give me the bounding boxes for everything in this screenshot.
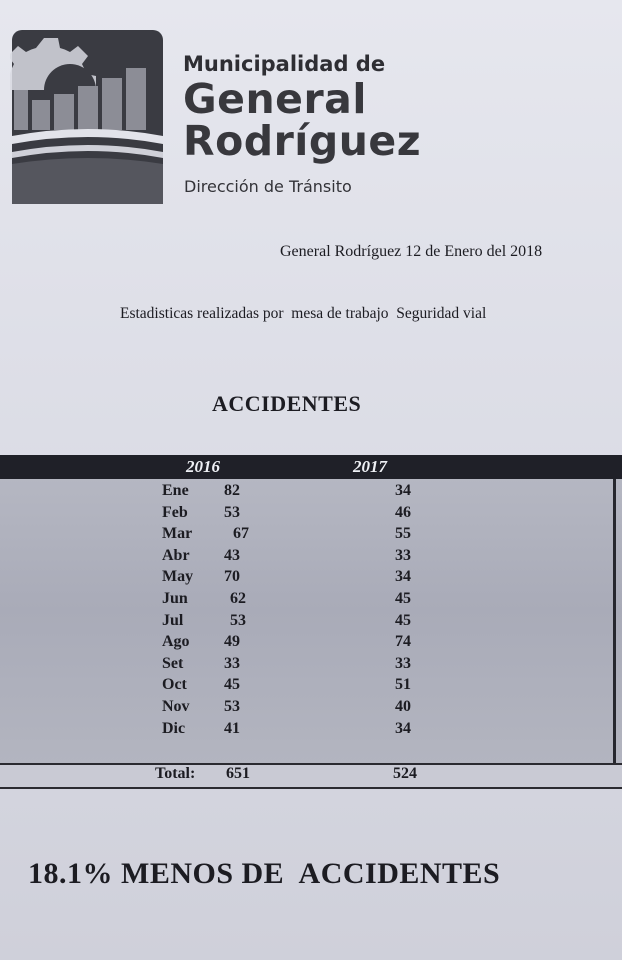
value-2016-cell: 33 (224, 654, 240, 672)
value-2016-cell: 53 (230, 611, 246, 629)
value-2016-cell: 45 (224, 676, 240, 694)
table-row (0, 655, 622, 677)
conclusion-text: 18.1% MENOS DE ACCIDENTES (28, 857, 501, 890)
total-2017: 524 (393, 765, 417, 782)
month-cell: Mar (162, 525, 193, 543)
value-2016-cell: 53 (224, 697, 240, 715)
table-header (0, 455, 622, 479)
table-row (0, 504, 622, 526)
municipality-logo (10, 28, 165, 206)
value-2017-cell: 55 (395, 525, 411, 543)
department: Dirección de Tránsito (184, 177, 352, 196)
value-2016-cell: 43 (224, 546, 240, 564)
month-cell: Feb (162, 503, 188, 521)
value-2017-cell: 33 (395, 654, 411, 672)
value-2017-cell: 33 (395, 546, 411, 564)
value-2017-cell: 74 (395, 633, 411, 651)
value-2016-cell: 70 (224, 568, 240, 586)
value-2016-cell: 67 (233, 525, 249, 543)
month-cell: Oct (162, 676, 187, 694)
date-line: General Rodríguez 12 de Enero del 2018 (280, 243, 543, 260)
table-row (0, 676, 622, 698)
stats-line: Estadisticas realizadas por mesa de trabajo Seguridad vial (120, 305, 487, 322)
value-2016-cell: 49 (224, 633, 240, 651)
value-2016-cell: 82 (224, 482, 240, 499)
month-cell: May (162, 568, 194, 586)
table-row (0, 633, 622, 655)
accident-table-body (0, 482, 622, 741)
table-row (0, 720, 622, 742)
value-2017-cell: 34 (395, 719, 411, 737)
total-row-background (0, 765, 622, 787)
column-header-2016: 2016 (186, 457, 220, 476)
value-2017-cell: 46 (395, 503, 411, 521)
table-row (0, 547, 622, 569)
month-cell: Abr (162, 546, 190, 564)
org-prefix: Municipalidad de (183, 52, 386, 76)
table-row (0, 698, 622, 720)
value-2017-cell: 34 (395, 482, 411, 499)
org-name-line2: Rodríguez (183, 117, 422, 165)
value-2017-cell: 40 (395, 697, 411, 715)
month-cell: Ene (162, 482, 189, 499)
table-row (0, 612, 622, 634)
value-2017-cell: 45 (395, 589, 411, 607)
table-row (0, 568, 622, 590)
value-2016-cell: 41 (224, 719, 240, 737)
table-row (0, 590, 622, 612)
total-label: Total: (155, 765, 196, 782)
value-2017-cell: 34 (395, 568, 411, 586)
total-2016: 651 (226, 765, 250, 782)
total-rule-bottom (0, 787, 622, 789)
month-cell: Jun (162, 589, 188, 607)
column-header-2017: 2017 (353, 457, 387, 476)
month-cell: Dic (162, 719, 186, 737)
month-cell: Nov (162, 697, 190, 715)
month-cell: Ago (162, 633, 190, 651)
month-cell: Set (162, 654, 184, 672)
table-row (0, 525, 622, 547)
value-2017-cell: 51 (395, 676, 411, 694)
table-row (0, 482, 622, 504)
value-2016-cell: 53 (224, 503, 240, 521)
value-2017-cell: 45 (395, 611, 411, 629)
month-cell: Jul (162, 611, 184, 629)
page-title: ACCIDENTES (212, 391, 362, 416)
org-name (183, 75, 422, 165)
org-name-line1: General (183, 75, 367, 123)
value-2016-cell: 62 (230, 589, 246, 607)
